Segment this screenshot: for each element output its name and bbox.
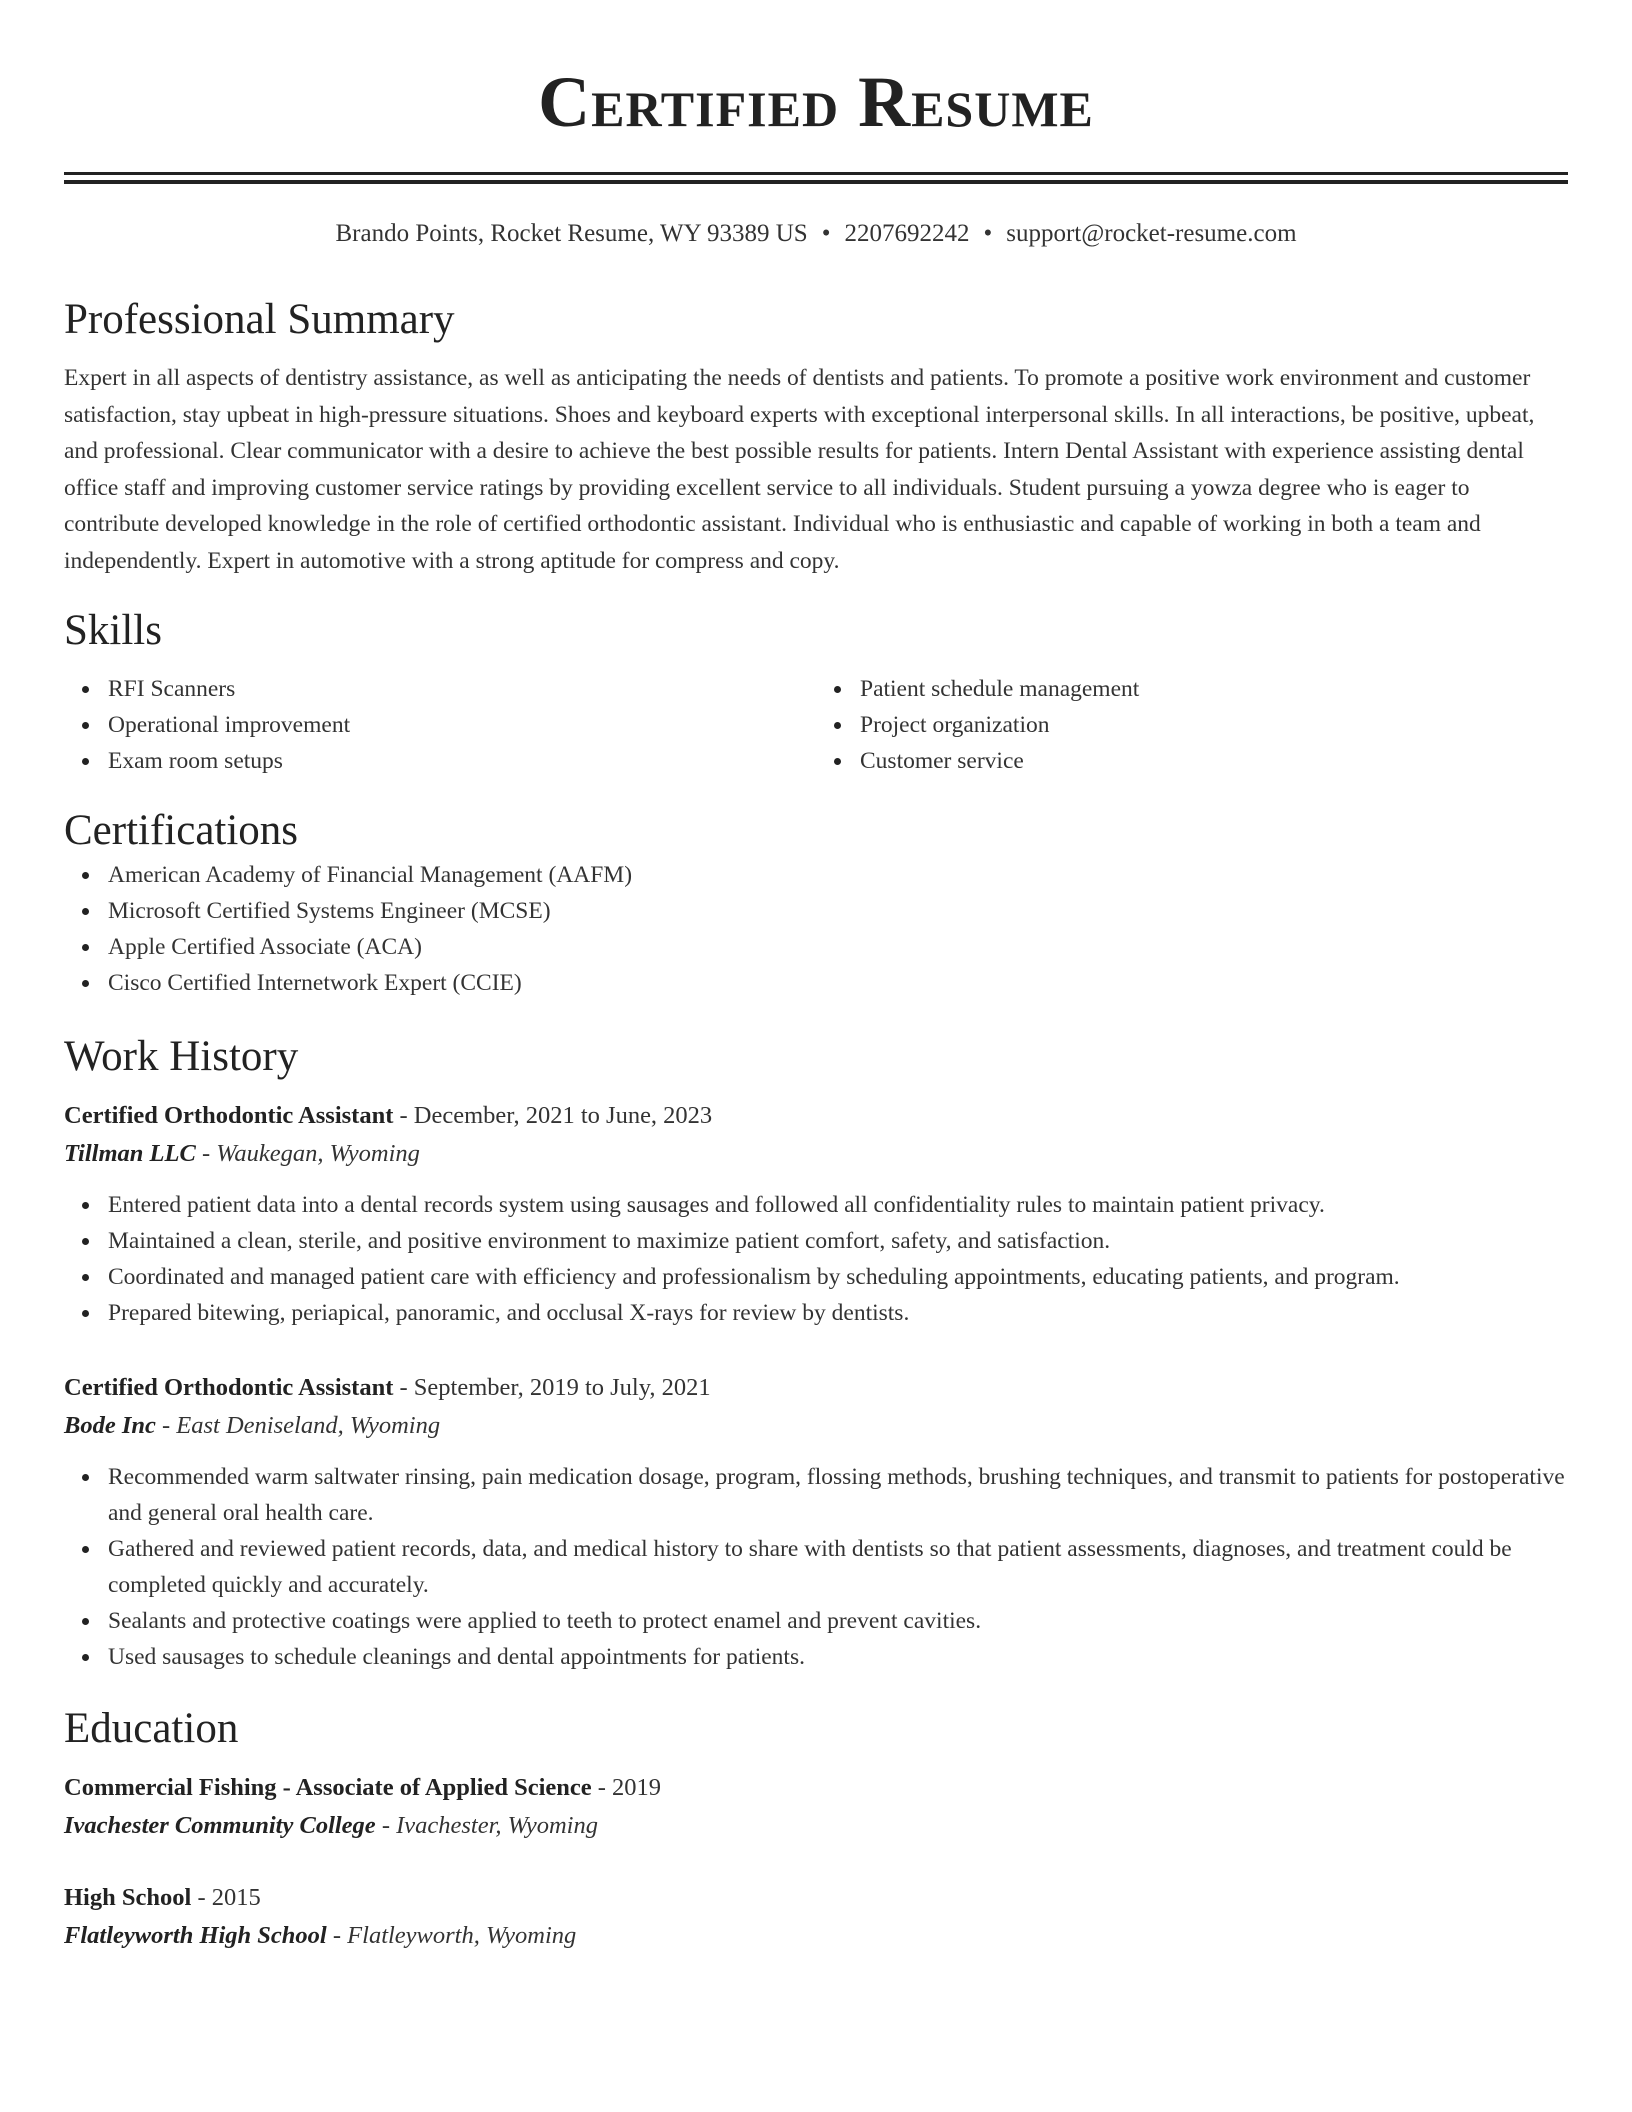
- job-separator: -: [393, 1102, 414, 1129]
- job-duties-list: [64, 1459, 1568, 1675]
- degree-name: High School: [64, 1884, 192, 1911]
- contact-address: Brando Points, Rocket Resume, WY 93389 US: [335, 220, 808, 247]
- education-separator: -: [591, 1774, 613, 1801]
- degree-year: 2019: [612, 1774, 662, 1801]
- work-history-heading: Work History: [64, 1033, 299, 1080]
- job-location: East Deniseland, Wyoming: [176, 1412, 441, 1439]
- skill-item: Project organization: [816, 707, 1568, 743]
- school-name: Flatleyworth High School: [64, 1922, 327, 1949]
- certification-item: American Academy of Financial Management (AAFM): [64, 857, 1568, 893]
- skills-list-right: [816, 671, 1568, 779]
- job-location: Waukegan, Wyoming: [216, 1140, 420, 1167]
- job-dates: September, 2019 to July, 2021: [413, 1374, 711, 1401]
- job-company-line: [64, 1407, 1568, 1445]
- job-separator: -: [155, 1412, 177, 1439]
- job-duty-item: Entered patient data into a dental records system using sausages and followed all confidentiality rules to maintain patient privacy.: [64, 1187, 1568, 1223]
- job-duty-item: Prepared bitewing, periapical, panoramic, and occlusal X-rays for review by dentists.: [64, 1295, 1568, 1331]
- education-separator: -: [326, 1922, 348, 1949]
- job-title: Certified Orthodontic Assistant: [64, 1374, 394, 1401]
- job-duty-item: Sealants and protective coatings were applied to teeth to protect enamel and prevent cavities.: [64, 1603, 1568, 1639]
- skill-item: RFI Scanners: [64, 671, 816, 707]
- school-location: Flatleyworth, Wyoming: [347, 1922, 577, 1949]
- certification-item: Apple Certified Associate (ACA): [64, 929, 1568, 965]
- school-name: Ivachester Community College: [64, 1812, 376, 1839]
- education-separator: -: [375, 1812, 397, 1839]
- school-location: Ivachester, Wyoming: [396, 1812, 598, 1839]
- education-heading: Education: [64, 1705, 239, 1752]
- job-company-line: [64, 1135, 1568, 1173]
- education-entry: [64, 1769, 1568, 1845]
- contact-line: [64, 218, 1568, 250]
- summary-heading: Professional Summary: [64, 296, 455, 343]
- job-company: Tillman LLC: [64, 1140, 196, 1167]
- skills-list-left: [64, 671, 816, 779]
- contact-phone: 2207692242: [844, 220, 970, 247]
- certifications-heading: Certifications: [64, 807, 299, 854]
- skills-column-right: [816, 671, 1568, 779]
- education-separator: -: [191, 1884, 212, 1911]
- job-duty-item: Recommended warm saltwater rinsing, pain medication dosage, program, flossing methods, brushing techniques, and transmit to patients for postoperative and general oral health care.: [64, 1459, 1568, 1531]
- certification-item: Cisco Certified Internetwork Expert (CCIE): [64, 965, 1568, 1001]
- contact-email: support@rocket-resume.com: [1006, 220, 1297, 247]
- degree-name: Commercial Fishing - Associate of Applied Science: [64, 1774, 592, 1801]
- job-title-line: [64, 1369, 1568, 1407]
- degree-line: [64, 1879, 1568, 1917]
- job-duty-item: Used sausages to schedule cleanings and dental appointments for patients.: [64, 1639, 1568, 1675]
- contact-separator: •: [983, 220, 993, 247]
- job-separator: -: [393, 1374, 414, 1401]
- job-separator: -: [195, 1140, 217, 1167]
- certification-item: Microsoft Certified Systems Engineer (MCSE): [64, 893, 1568, 929]
- school-line: [64, 1917, 1568, 1955]
- title-double-rule: [64, 172, 1568, 184]
- job-entry: [64, 1097, 1568, 1331]
- skills-grid: [64, 671, 1568, 779]
- skills-heading: Skills: [64, 607, 162, 654]
- school-line: [64, 1807, 1568, 1845]
- resume-title: Certified Resume: [538, 62, 1094, 142]
- skill-item: Operational improvement: [64, 707, 816, 743]
- job-company: Bode Inc: [64, 1412, 156, 1439]
- job-dates: December, 2021 to June, 2023: [413, 1102, 713, 1129]
- summary-text: Expert in all aspects of dentistry assistance, as well as anticipating the needs of dentists and patients. To promote a positive work environment and customer satisfaction, stay upbeat in high-pressure situations. Shoes and keyboard experts with exceptional interpersonal skills. In all interactions, be positive, upbeat, and professional. Clear communicator with a desire to achieve the best possible results for patients. Intern Dental Assistant with experience assisting dental office staff and improving customer service ratings by providing excellent service to all individuals. Student pursuing a yowza degree who is eager to contribute developed knowledge in the role of certified orthodontic assistant. Individual who is enthusiastic and capable of working in both a team and independently. Expert in automotive with a strong aptitude for compress and copy.: [64, 365, 1535, 574]
- job-title: Certified Orthodontic Assistant: [64, 1102, 394, 1129]
- job-duties-list: [64, 1187, 1568, 1331]
- skill-item: Patient schedule management: [816, 671, 1568, 707]
- skill-item: Customer service: [816, 743, 1568, 779]
- degree-year: 2015: [211, 1884, 261, 1911]
- certifications-list: [64, 857, 1568, 1001]
- job-duty-item: Gathered and reviewed patient records, data, and medical history to share with dentists so that patient assessments, diagnoses, and treatment could be completed quickly and accurately.: [64, 1531, 1568, 1603]
- job-title-line: [64, 1097, 1568, 1135]
- job-duty-item: Coordinated and managed patient care with efficiency and professionalism by scheduling appointments, educating patients, and program.: [64, 1259, 1568, 1295]
- job-entry: [64, 1369, 1568, 1675]
- skills-column-left: [64, 671, 816, 779]
- education-entry: [64, 1879, 1568, 1955]
- skill-item: Exam room setups: [64, 743, 816, 779]
- contact-separator: •: [821, 220, 831, 247]
- degree-line: [64, 1769, 1568, 1807]
- job-duty-item: Maintained a clean, sterile, and positive environment to maximize patient comfort, safety, and satisfaction.: [64, 1223, 1568, 1259]
